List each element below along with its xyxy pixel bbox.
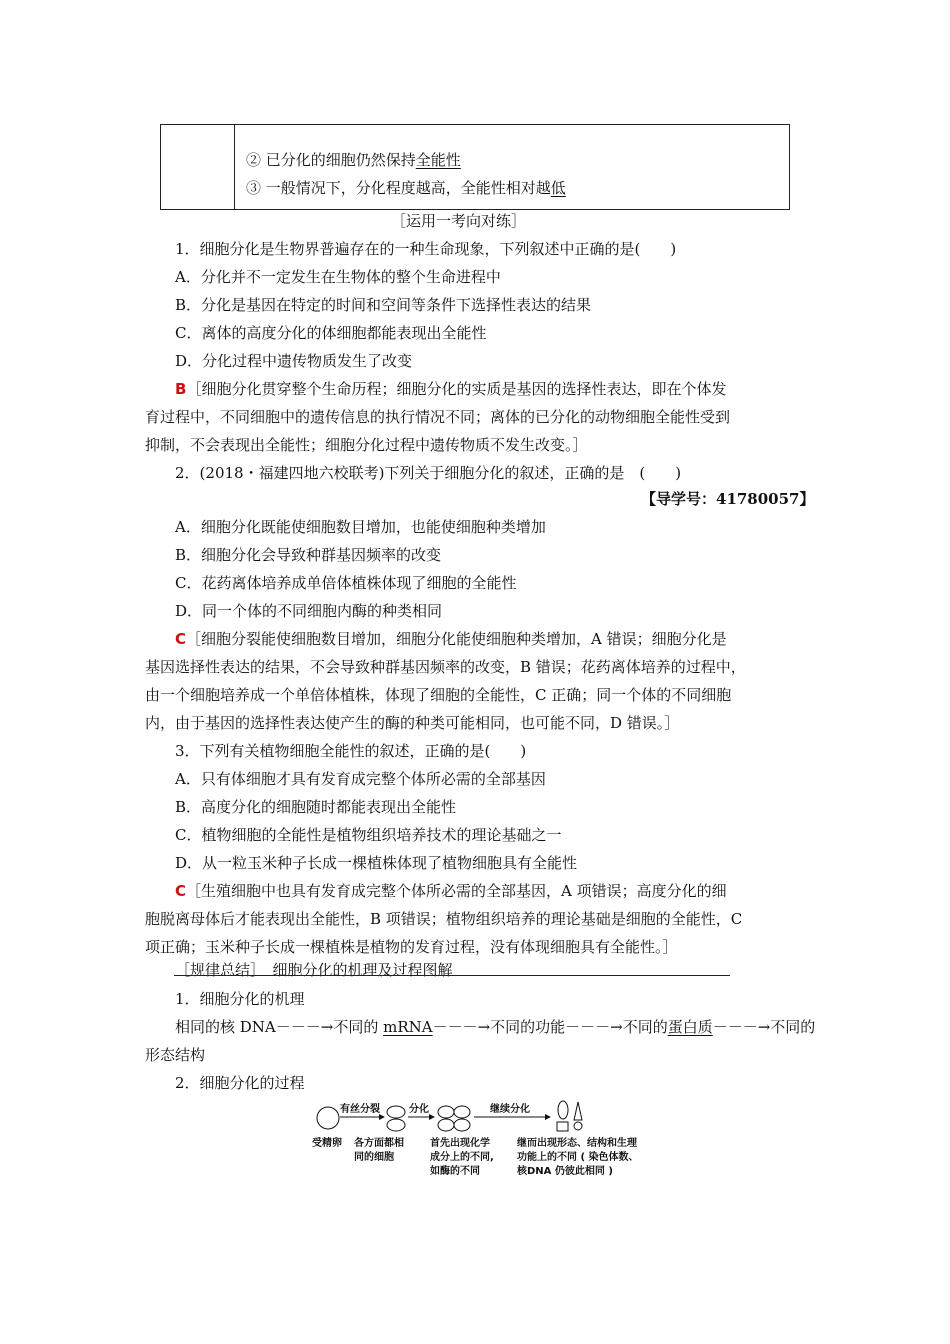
label-zygote: 受精卵 [312,1138,342,1149]
label-morphology-3: 核DNA 仍彼此相同 ) [517,1166,613,1177]
label-morphology-1: 继而出现形态、结构和生理 [517,1138,637,1149]
cell-shape [454,1106,470,1118]
q2-option-d: D．同一个体的不同细胞内酶的种类相同 [175,602,443,620]
cell-shape [438,1119,454,1131]
table-row-3: ③ 一般情况下，分化程度越高，全能性相对越低 [246,179,566,197]
cell-shape [574,1102,582,1120]
q3-explanation-3: 项正确；玉米种子长成一棵植株是植物的发育过程，没有体现细胞具有全能性。］ [145,938,678,956]
q2-guide-code: 【导学号：41780057】 [641,490,815,508]
q3-explanation-2: 胞脱离母体后才能表现出全能性，B 项错误；植物组织培养的理论基础是细胞的全能性，C [145,910,743,928]
section-title: ［运用一考向对练］ [391,212,527,230]
label-chemical-1: 首先出现化学 [430,1138,490,1149]
q2-explanation-4: 内，由于基因的选择性表达使产生的酶的种类可能相同，也可能不同，D 错误。］ [145,714,680,732]
q2-explanation-3: 由一个细胞培养成一个单倍体植株，体现了细胞的全能性，C 正确；同一个体的不同细胞 [145,686,732,704]
q1-option-a: A．分化并不一定发生在生物体的整个生命进程中 [175,268,501,286]
q2-option-a: A．细胞分化既能使细胞数目增加，也能使细胞种类增加 [175,518,546,536]
label-chemical-2: 成分上的不同, [430,1152,494,1163]
summary-title: ［规律总结］ 细胞分化的机理及过程图解 [175,961,453,979]
differentiation-diagram [312,1100,672,1190]
cell-shape [454,1119,470,1131]
q2-option-c: C．花药离体培养成单倍体植株体现了细胞的全能性 [175,574,517,592]
q2-option-b: B．细胞分化会导致种群基因频率的改变 [175,546,442,564]
mechanism-heading: 1．细胞分化的机理 [175,990,305,1008]
q2-answer: C [175,630,187,648]
label-morphology-2: 功能上的不同 ( 染色体数、 [517,1152,639,1163]
q3-answer: C [175,882,187,900]
q1-option-b: B．分化是基因在特定的时间和空间等条件下选择性表达的结果 [175,296,592,314]
mechanism-flow-end: 形态结构 [145,1046,206,1064]
process-heading: 2．细胞分化的过程 [175,1074,305,1092]
q3-option-a: A．只有体细胞才具有发育成完整个体所必需的全部基因 [175,770,546,788]
q2-explanation-1: C［细胞分裂能使细胞数目增加，细胞分化能使细胞种类增加，A 错误；细胞分化是 [175,630,727,648]
cell-shape [438,1106,454,1118]
arrow-label-mitosis: 有丝分裂 [340,1104,380,1115]
q3-option-d: D．从一粒玉米种子长成一棵植株体现了植物细胞具有全能性 [175,854,578,872]
label-same-cells-1: 各方面都相 [354,1138,404,1149]
q2-explanation-2: 基因选择性表达的结果，不会导致种群基因频率的改变，B 错误；花药离体培养的过程中， [145,658,746,676]
q1-option-d: D．分化过程中遗传物质发生了改变 [175,352,413,370]
table-divider [234,125,235,209]
q3-option-c: C．植物细胞的全能性是植物组织培养技术的理论基础之一 [175,826,562,844]
q3-stem: 3．下列有关植物细胞全能性的叙述，正确的是( ) [175,742,527,760]
arrow-label-further: 继续分化 [490,1104,530,1115]
summary-title-rule [174,975,730,976]
zygote-shape [317,1107,339,1129]
cell-shape [387,1119,405,1131]
label-same-cells-2: 同的细胞 [354,1152,394,1163]
cell-shape [387,1106,405,1118]
summary-table [160,124,790,210]
arrow-label-differentiation: 分化 [409,1104,429,1115]
q1-option-c: C．离体的高度分化的体细胞都能表现出全能性 [175,324,487,342]
cell-shape [558,1101,568,1119]
label-chemical-3: 如酶的不同 [430,1166,480,1177]
cell-shape [574,1122,582,1130]
q1-explanation-2: 育过程中，不同细胞中的遗传信息的执行情况不同；离体的已分化的动物细胞全能性受到 [145,408,731,426]
q1-explanation-3: 抑制，不会表现出全能性；细胞分化过程中遗传物质不发生改变。］ [145,436,588,454]
cell-shape [557,1122,568,1131]
table-row-2: ② 已分化的细胞仍然保持全能性 [246,151,461,169]
mechanism-flow: 相同的核 DNA－－－→不同的 mRNA－－－→不同的功能－－－→不同的蛋白质－－－→不同的 [175,1018,816,1036]
q2-stem: 2．(2018・福建四地六校联考)下列关于细胞分化的叙述，正确的是 ( ) [175,464,682,482]
q1-stem: 1．细胞分化是生物界普遍存在的一种生命现象，下列叙述中正确的是( ) [175,240,677,258]
q1-answer: B [175,380,187,398]
q3-explanation-1: C［生殖细胞中也具有发育成完整个体所必需的全部基因，A 项错误；高度分化的细 [175,882,727,900]
q3-option-b: B．高度分化的细胞随时都能表现出全能性 [175,798,457,816]
q1-explanation-1: B［细胞分化贯穿整个生命历程；细胞分化的实质是基因的选择性表达，即在个体发 [175,380,727,398]
